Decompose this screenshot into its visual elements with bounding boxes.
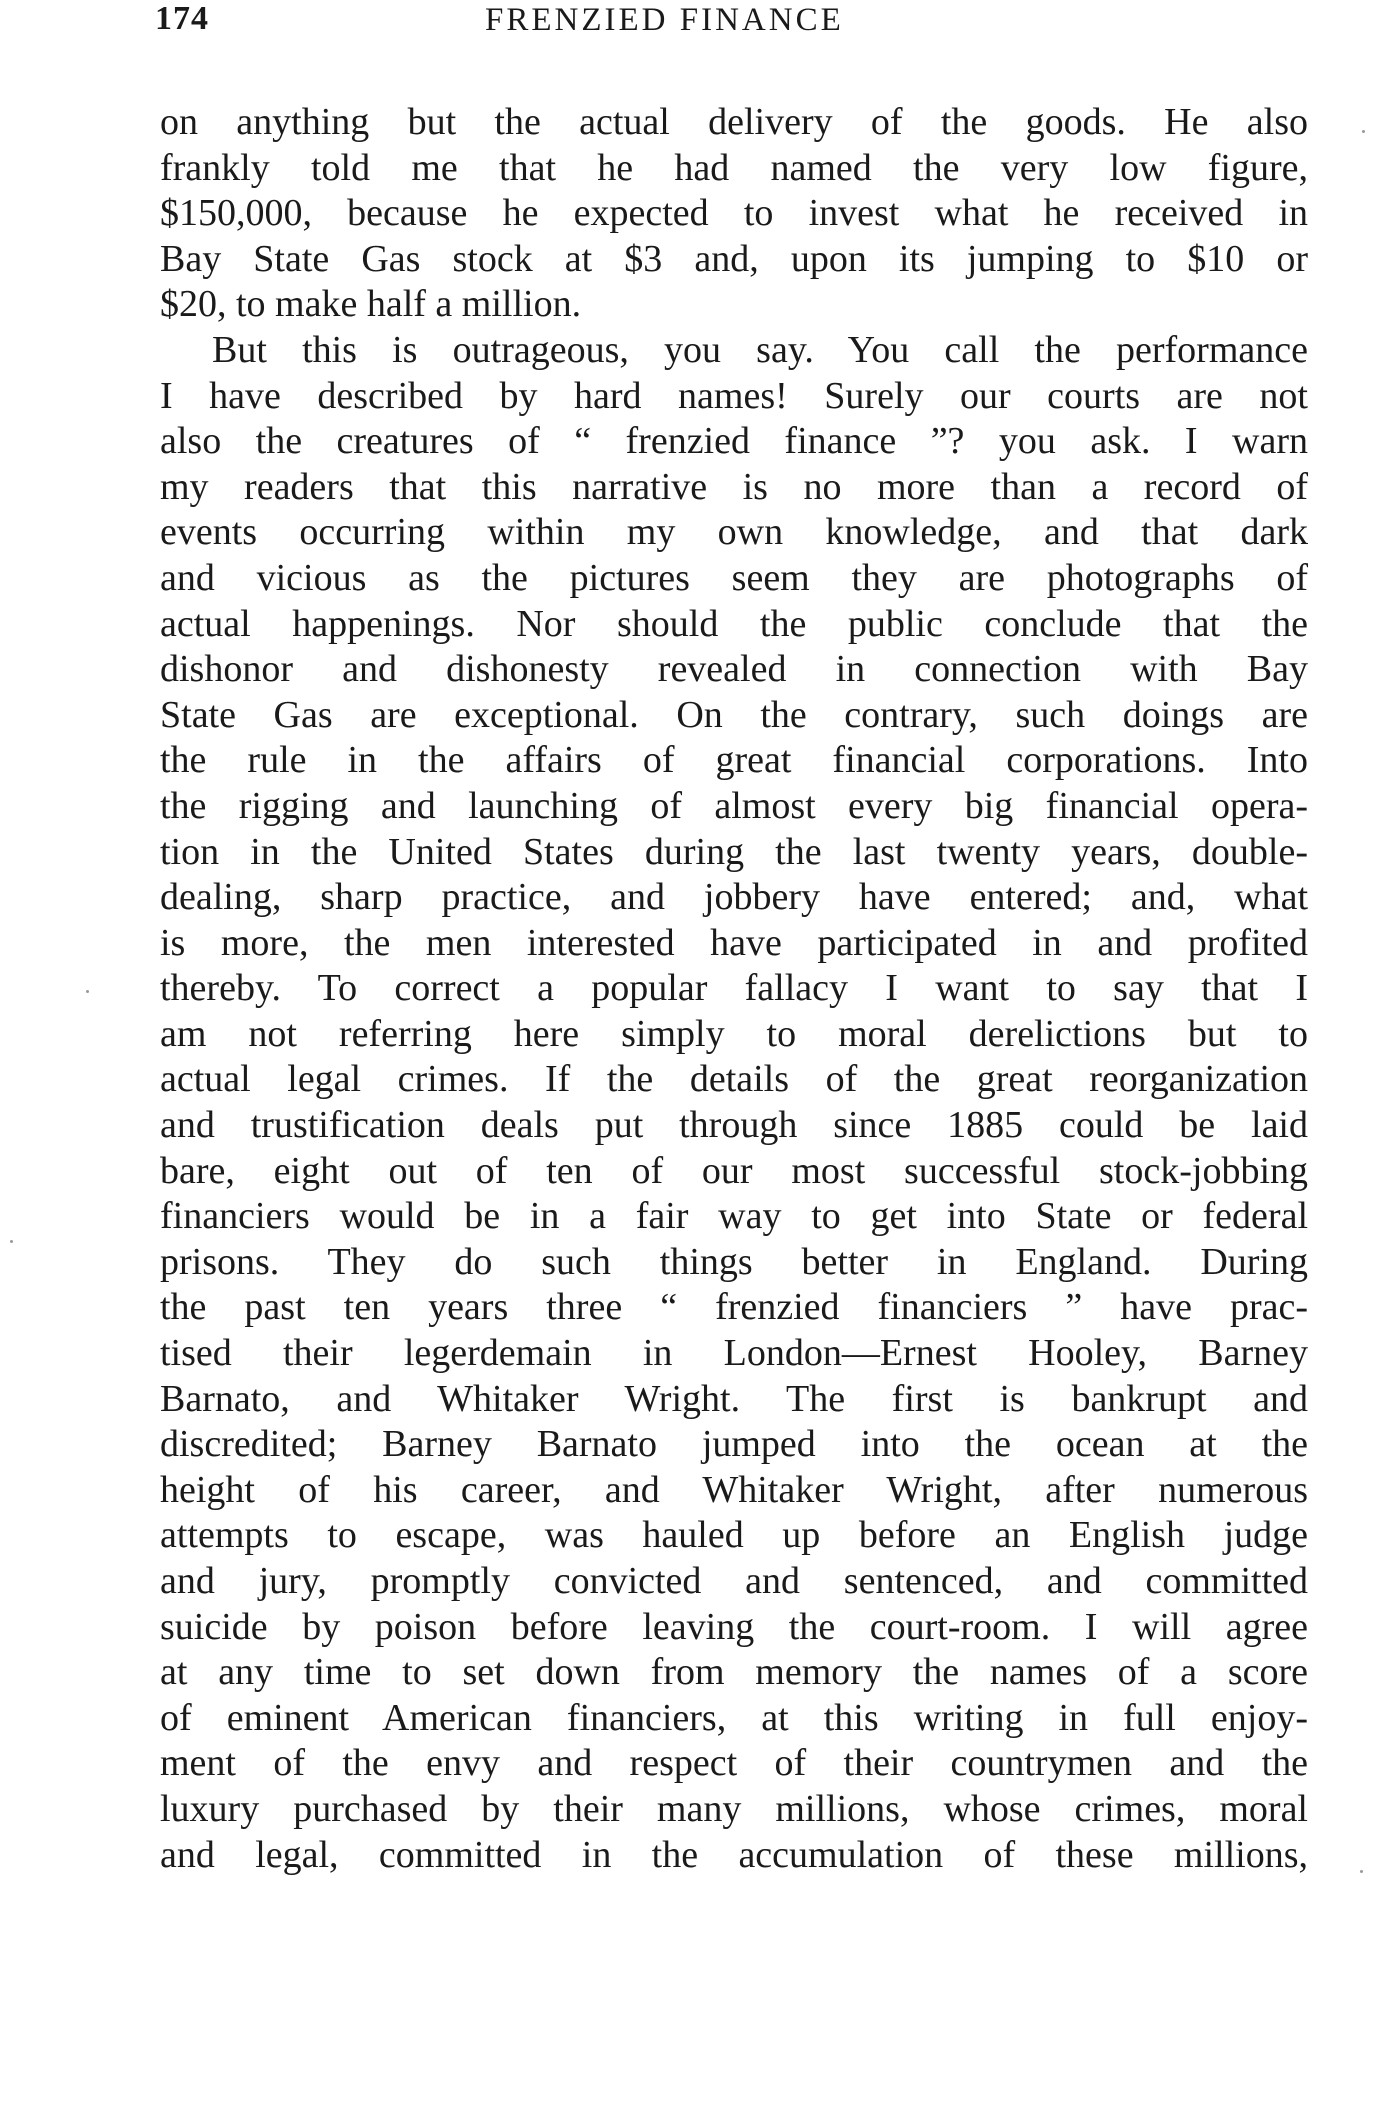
text-line: and legal, committed in the accumulation of these millions, bbox=[160, 1833, 1308, 1876]
text-line: height of his career, and Whitaker Wright, after numerous bbox=[160, 1468, 1308, 1511]
text-line: the rule in the affairs of great financial corporations. Into bbox=[160, 739, 1308, 782]
scan-speck bbox=[1360, 1870, 1363, 1873]
text-line: suicide by poison before leaving the court-room. I will agree bbox=[160, 1605, 1308, 1648]
text-line: bare, eight out of ten of our most successful stock-jobbing bbox=[160, 1149, 1308, 1192]
text-line: the past ten years three “ frenzied financiers ” have prac- bbox=[160, 1286, 1308, 1329]
text-line: actual legal crimes. If the details of the great reorganization bbox=[160, 1058, 1308, 1101]
body-text bbox=[160, 100, 1308, 1878]
text-line: State Gas are exceptional. On the contrary, such doings are bbox=[160, 693, 1308, 736]
running-head bbox=[155, 0, 1305, 60]
text-line: prisons. They do such things better in England. During bbox=[160, 1240, 1308, 1283]
text-line: is more, the men interested have participated in and profited bbox=[160, 921, 1308, 964]
text-line: at any time to set down from memory the names of a score bbox=[160, 1651, 1308, 1694]
text-line: on anything but the actual delivery of the goods. He also bbox=[160, 101, 1308, 143]
scan-speck bbox=[86, 990, 89, 993]
text-line: luxury purchased by their many millions, whose crimes, moral bbox=[160, 1787, 1308, 1830]
text-line: also the creatures of “ frenzied finance ”? you ask. I warn bbox=[160, 420, 1308, 463]
text-line: and jury, promptly convicted and sentenced, and committed bbox=[160, 1560, 1308, 1602]
text-line: tion in the United States during the last twenty years, double- bbox=[160, 830, 1308, 873]
text-line: and vicious as the pictures seem they are photographs of bbox=[160, 556, 1308, 599]
text-line: But this is outrageous, you say. You call the performance bbox=[212, 328, 1308, 371]
text-line: ment of the envy and respect of their countrymen and the bbox=[160, 1742, 1308, 1785]
running-title: FRENZIED FINANCE bbox=[485, 2, 844, 38]
text-line: discredited; Barney Barnato jumped into the ocean at the bbox=[160, 1423, 1308, 1466]
text-line: events occurring within my own knowledge, and that dark bbox=[160, 511, 1308, 554]
text-line: tised their legerdemain in London—Ernest Hooley, Barney bbox=[160, 1332, 1308, 1375]
text-line: $150,000, because he expected to invest what he received in bbox=[160, 192, 1308, 235]
text-line: Barnato, and Whitaker Wright. The first is bankrupt and bbox=[160, 1377, 1308, 1420]
text-line: of eminent American financiers, at this writing in full enjoy- bbox=[160, 1696, 1308, 1739]
scan-speck bbox=[1362, 130, 1365, 133]
text-line: the rigging and launching of almost every big financial opera- bbox=[160, 784, 1308, 827]
text-line: thereby. To correct a popular fallacy I want to say that I bbox=[160, 967, 1308, 1010]
text-line: attempts to escape, was hauled up before an English judge bbox=[160, 1514, 1308, 1557]
text-line: financiers would be in a fair way to get into State or federal bbox=[160, 1195, 1308, 1238]
page-number: 174 bbox=[155, 0, 209, 37]
text-line: am not referring here simply to moral derelictions but to bbox=[160, 1012, 1308, 1055]
text-line: dishonor and dishonesty revealed in connection with Bay bbox=[160, 648, 1308, 691]
text-line: Bay State Gas stock at $3 and, upon its jumping to $10 or bbox=[160, 237, 1308, 280]
text-line: my readers that this narrative is no more than a record of bbox=[160, 465, 1308, 508]
text-line: $20, to make half a million. bbox=[160, 283, 582, 326]
text-line: frankly told me that he had named the very low figure, bbox=[160, 146, 1308, 189]
text-line: actual happenings. Nor should the public conclude that the bbox=[160, 602, 1308, 645]
text-line: I have described by hard names! Surely our courts are not bbox=[160, 374, 1308, 417]
text-line: and trustification deals put through since 1885 could be laid bbox=[160, 1104, 1308, 1147]
text-line: dealing, sharp practice, and jobbery have entered; and, what bbox=[160, 876, 1308, 919]
scan-speck bbox=[10, 1240, 13, 1243]
